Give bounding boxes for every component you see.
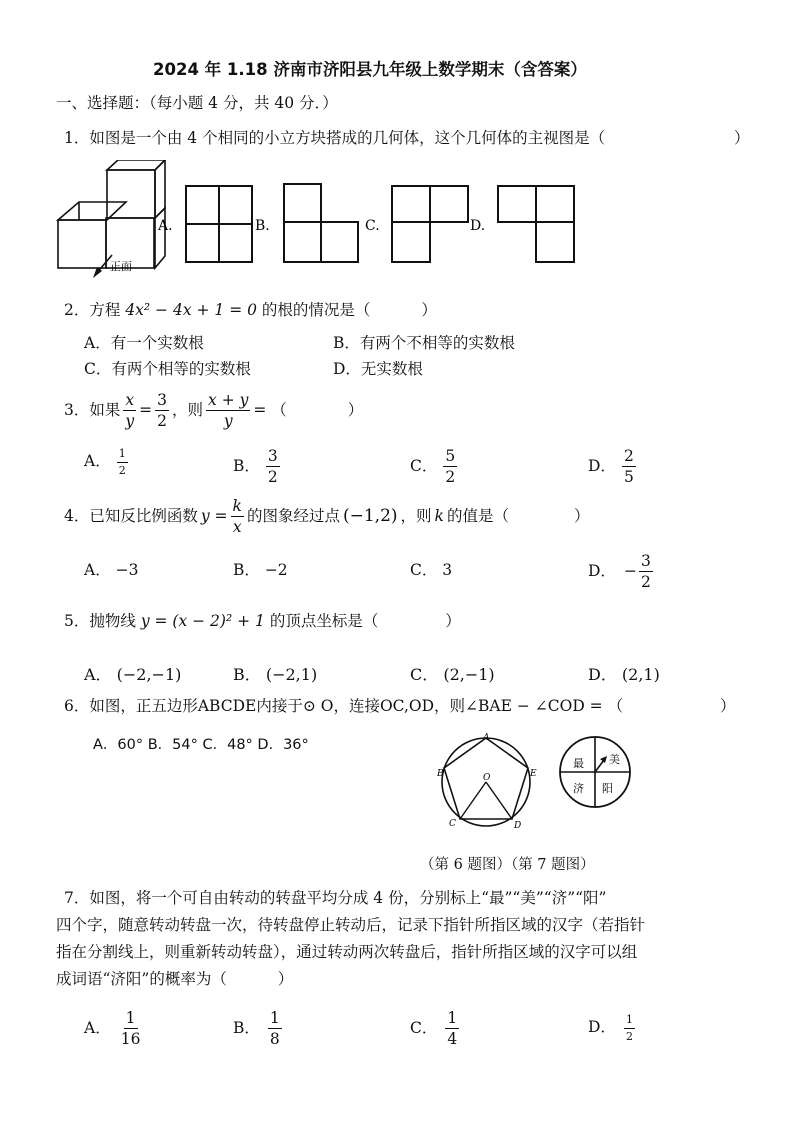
q4-option-d [588, 553, 653, 591]
q4-option-d-label: D． [588, 562, 616, 581]
q3-equals: = [139, 401, 153, 420]
q3-option-c [410, 448, 457, 486]
q5-option-a: A． (−2,−1) [84, 665, 182, 684]
q2-option-b: B．有两个不相等的实数根 [333, 334, 515, 352]
label-c: C [449, 819, 456, 829]
q3-option-c-frac [443, 448, 457, 486]
q5-stem-b: 的顶点坐标是（ [269, 612, 379, 630]
q3-option-d-label: D． [588, 457, 616, 476]
q7-line4 [56, 972, 293, 988]
segment-oc [460, 782, 486, 819]
q7-b-den: 8 [269, 1030, 280, 1049]
q3-option-a [84, 448, 128, 476]
q3-b-num: 3 [266, 448, 280, 467]
q2-stem [64, 303, 437, 319]
q3-f2-den: 2 [157, 412, 168, 431]
q3-f3-den: y [223, 412, 233, 431]
q1-option-b-label: B. [255, 218, 270, 234]
label-d: D [514, 821, 522, 831]
q7-d-num: 1 [624, 1014, 635, 1029]
q2-close: ） [421, 301, 437, 319]
q4-stem-b: 的图象经过点 [246, 507, 340, 526]
q7-option-b-frac [268, 1010, 282, 1048]
q3-f2-num: 3 [155, 392, 169, 411]
q3-c-den: 2 [445, 468, 456, 487]
q2-option-a: A．有一个实数根 [84, 334, 204, 352]
q7-option-a-label: A． [84, 1019, 111, 1038]
q7-option-c-frac [445, 1010, 459, 1048]
q3-c-num: 5 [443, 448, 457, 467]
q3-fraction-sum [206, 392, 250, 430]
q7-c-num: 1 [445, 1010, 459, 1029]
q7-line2: 四个字，随意转动转盘一次，待转盘停止转动后，记录下指针所指区域的汉字（若指针 [56, 916, 646, 934]
q1-option-b-figure [284, 184, 358, 262]
q1-option-c-label: C. [365, 218, 380, 234]
q4-k: k [434, 507, 444, 526]
q3-close: ） [347, 401, 364, 420]
q3-d-den: 5 [623, 468, 634, 487]
q3-stem-b: ，则 [172, 401, 204, 420]
q5-stem-a: 5．抛物线 [64, 612, 136, 630]
q4-option-d-sign: − [623, 562, 637, 581]
q4-f-den: x [232, 518, 242, 537]
spinner-label-yang: 阳 [602, 782, 613, 795]
q4-stem-c: ，则 [400, 507, 432, 526]
q4-y-eq: y = [200, 507, 228, 526]
q3-option-d [588, 448, 636, 486]
q6-options: A．60° B．54° C．48° D．36° [93, 737, 309, 753]
q4-d-num: 3 [639, 553, 653, 572]
q3-option-b-label: B． [233, 457, 260, 476]
q4-stem [64, 498, 589, 536]
q7-b-num: 1 [268, 1010, 282, 1029]
q4-fraction-kx [231, 498, 244, 536]
q1-option-d-label: D. [470, 218, 486, 234]
q7-a-den: 16 [120, 1030, 141, 1049]
q1-option-d-figure [498, 186, 574, 262]
q3-option-a-label: A． [84, 452, 111, 471]
q7-line4-text: 成词语“济阳”的概率为（ [56, 970, 227, 988]
q3-stem-a: 3．如果 [64, 401, 121, 420]
q5-option-d: D． (2,1) [588, 665, 660, 684]
segment-od [486, 782, 512, 819]
q3-a-den: 2 [118, 463, 126, 477]
q3-option-b [233, 448, 280, 486]
q2-option-c: C．有两个相等的实数根 [84, 360, 251, 378]
q6-close: ） [720, 697, 736, 715]
q5-option-b: B． (−2,1) [233, 665, 318, 684]
front-label: 正面 [110, 260, 132, 273]
q7-option-a [84, 1010, 142, 1048]
q3-a-num: 1 [117, 448, 128, 463]
label-o: O [483, 773, 491, 783]
q3-f3-num: x + y [206, 392, 250, 411]
q7-c-den: 4 [447, 1030, 458, 1049]
q7-option-c [410, 1010, 459, 1048]
q2-option-d: D．无实数根 [333, 360, 423, 378]
q7-close: ） [277, 970, 294, 988]
q3-d-num: 2 [622, 448, 636, 467]
q4-stem-a: 4．已知反比例函数 [64, 507, 198, 526]
section-heading: 一、选择题：（每小题 4 分，共 40 分．） [56, 94, 338, 112]
spinner-label-zui: 最 [573, 757, 584, 770]
q7-option-b [233, 1010, 282, 1048]
q4-option-a: A． −3 [84, 561, 139, 579]
q1-figures [0, 160, 794, 285]
q2-stem-b: 的根的情况是（ [261, 301, 371, 319]
q7-d-den: 2 [625, 1029, 633, 1043]
q5-equation: y = (x − 2)² + 1 [140, 612, 265, 630]
label-e: E [530, 769, 537, 779]
q3-fraction-3-2 [155, 392, 169, 430]
q7-option-b-label: B． [233, 1019, 260, 1038]
pentagon-figure [436, 733, 537, 831]
spinner-label-ji: 济 [573, 782, 584, 795]
q4-point: (−1,2) [342, 506, 398, 527]
q7-option-a-frac [119, 1010, 143, 1048]
q7-option-d [588, 1014, 635, 1042]
q3-stem [64, 392, 363, 430]
q1-option-c-figure [392, 186, 468, 262]
q3-option-c-label: C． [410, 457, 438, 476]
q7-option-c-label: C． [410, 1019, 438, 1038]
q4-option-b: B． −2 [233, 561, 288, 579]
q1-solid-figure [58, 160, 165, 268]
spinner-figure [560, 737, 630, 807]
q4-f-num: k [231, 498, 244, 517]
q2-stem-a: 2．方程 [64, 301, 121, 319]
q1-option-a-figure [186, 186, 252, 262]
q4-option-c: C． 3 [410, 561, 453, 579]
q4-option-d-frac [639, 553, 653, 591]
spinner-pointer [595, 760, 604, 772]
q4-stem-d: 的值是（ [446, 507, 509, 526]
q3-f1-num: x [123, 392, 136, 411]
label-a: A [483, 733, 490, 743]
q3-option-d-frac [622, 448, 636, 486]
label-b: B [437, 769, 444, 779]
q4-close: ） [573, 507, 590, 526]
figure-captions: （第 6 题图）（第 7 题图） [420, 857, 595, 873]
q3-option-a-frac [117, 448, 128, 476]
spinner-label-mei: 美 [609, 753, 620, 766]
q6-q7-figures [430, 730, 650, 840]
q4-d-den: 2 [640, 573, 651, 592]
q1-stem: 1．如图是一个由 4 个相同的小立方块搭成的几何体，这个几何体的主视图是（ [64, 129, 606, 147]
q3-option-b-frac [266, 448, 280, 486]
q7-a-num: 1 [124, 1010, 138, 1029]
q3-stem-c: = （ [253, 401, 287, 420]
q3-b-den: 2 [267, 468, 278, 487]
q1-close: ） [734, 129, 750, 147]
q2-equation: 4x² − 4x + 1 = 0 [125, 301, 257, 319]
page-title: 2024 年 1.18 济南市济阳县九年级上数学期末（含答案） [153, 60, 587, 79]
q5-close: ） [445, 612, 461, 630]
q7-option-d-frac [624, 1014, 635, 1042]
q5-option-c: C． (2,−1) [410, 665, 495, 684]
q7-line1: 7．如图，将一个可自由转动的转盘平均分成 4 份，分别标上“最”“美”“济”“阳” [64, 889, 607, 907]
q7-option-d-label: D． [588, 1018, 616, 1037]
q7-line3: 指在分割线上，则重新转动转盘），通过转动两次转盘后，指针所指区域的汉字可以组 [56, 943, 638, 961]
q1-option-a-label: A. [158, 218, 173, 234]
q3-fraction-xy [123, 392, 136, 430]
q3-f1-den: y [125, 412, 135, 431]
q5-stem [64, 614, 461, 630]
q6-stem: 6．如图，正五边形ABCDE内接于⊙ O，连接OC,OD，则∠BAE − ∠COD = （ [64, 697, 624, 715]
